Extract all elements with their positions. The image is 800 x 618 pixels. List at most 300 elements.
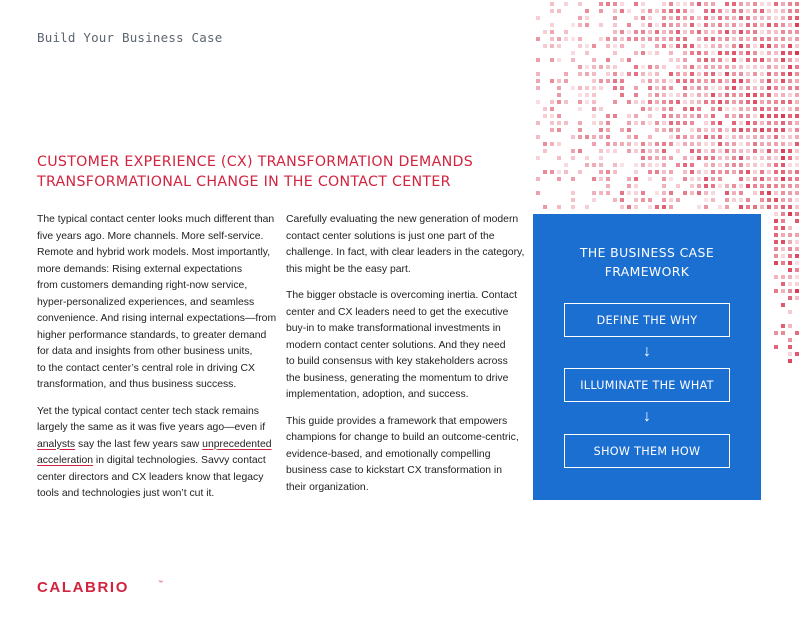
pattern-dot	[746, 58, 750, 62]
pattern-dot	[627, 121, 631, 125]
pattern-dot	[781, 184, 785, 188]
pattern-dot	[697, 107, 701, 111]
text-line: Yet the typical contact center tech stack remains	[37, 405, 259, 417]
pattern-dot	[669, 128, 673, 132]
pattern-dot	[648, 107, 652, 111]
pattern-dot	[753, 184, 757, 188]
pattern-dot	[788, 135, 792, 139]
pattern-dot	[753, 58, 757, 62]
pattern-dot	[634, 163, 638, 167]
pattern-dot	[613, 86, 617, 90]
pattern-dot	[599, 177, 603, 181]
pattern-dot	[641, 107, 645, 111]
text-line: convenience. And rising internal expectations—from	[37, 313, 277, 324]
pattern-dot	[739, 100, 743, 104]
pattern-dot	[711, 198, 715, 202]
text-line: tools and technologies just won’t cut it.	[37, 488, 215, 499]
pattern-dot	[795, 254, 799, 258]
pattern-dot	[739, 86, 743, 90]
pattern-dot	[767, 65, 771, 69]
pattern-dot	[704, 121, 708, 125]
pattern-dot	[606, 128, 610, 132]
pattern-dot	[578, 170, 582, 174]
pattern-dot	[536, 177, 540, 181]
pattern-dot	[613, 37, 617, 41]
text-line	[37, 453, 273, 470]
pattern-dot	[620, 86, 624, 90]
text-line: implementation, adoption, and success.	[286, 389, 469, 400]
pattern-dot	[676, 100, 680, 104]
pattern-dot	[774, 9, 778, 13]
pattern-dot	[774, 65, 778, 69]
pattern-dot	[774, 135, 778, 139]
pattern-dot	[788, 93, 792, 97]
pattern-dot	[788, 205, 792, 209]
pattern-dot	[613, 65, 617, 69]
pattern-dot	[788, 72, 792, 76]
pattern-dot	[599, 128, 603, 132]
pattern-dot	[662, 23, 666, 27]
pattern-dot	[697, 93, 701, 97]
pattern-dot	[711, 44, 715, 48]
pattern-dot	[557, 156, 561, 160]
pattern-dot	[781, 282, 785, 286]
pattern-dot	[578, 37, 582, 41]
business-case-framework-panel	[533, 214, 761, 500]
pattern-dot	[788, 79, 792, 83]
pattern-dot	[634, 51, 638, 55]
pattern-dot	[655, 65, 659, 69]
pattern-dot	[585, 44, 589, 48]
pattern-dot	[732, 72, 736, 76]
pattern-dot	[683, 93, 687, 97]
pattern-dot	[732, 100, 736, 104]
pattern-dot	[571, 198, 575, 202]
pattern-dot	[760, 37, 764, 41]
pattern-dot	[648, 149, 652, 153]
pattern-dot	[613, 163, 617, 167]
pattern-dot	[620, 191, 624, 195]
pattern-dot	[557, 100, 561, 104]
pattern-dot	[592, 44, 596, 48]
pattern-dot	[536, 100, 540, 104]
pattern-dot	[690, 2, 694, 6]
pattern-dot	[718, 163, 722, 167]
pattern-dot	[774, 254, 778, 258]
pattern-dot	[774, 212, 778, 216]
pattern-dot	[655, 30, 659, 34]
pattern-dot	[767, 30, 771, 34]
pattern-dot	[627, 9, 631, 13]
pattern-dot	[606, 121, 610, 125]
pattern-dot	[774, 72, 778, 76]
pattern-dot	[795, 177, 799, 181]
pattern-dot	[690, 9, 694, 13]
pattern-dot	[753, 128, 757, 132]
pattern-dot	[571, 205, 575, 209]
pattern-dot	[739, 142, 743, 146]
pattern-dot	[795, 128, 799, 132]
pattern-dot	[620, 44, 624, 48]
pattern-dot	[690, 30, 694, 34]
pattern-dot	[620, 205, 624, 209]
pattern-dot	[781, 44, 785, 48]
pattern-dot	[557, 86, 561, 90]
pattern-dot	[788, 128, 792, 132]
pattern-dot	[648, 163, 652, 167]
unprecedented-acceleration-link[interactable]: unprecedented	[202, 438, 272, 450]
pattern-dot	[704, 170, 708, 174]
pattern-dot	[753, 30, 757, 34]
pattern-dot	[683, 107, 687, 111]
pattern-dot	[725, 205, 729, 209]
pattern-dot	[683, 100, 687, 104]
pattern-dot	[634, 16, 638, 20]
pattern-dot	[711, 170, 715, 174]
pattern-dot	[767, 177, 771, 181]
pattern-dot	[788, 296, 792, 300]
pattern-dot	[718, 121, 722, 125]
pattern-dot	[725, 163, 729, 167]
pattern-dot	[620, 9, 624, 13]
pattern-dot	[585, 135, 589, 139]
pattern-dot	[536, 72, 540, 76]
pattern-dot	[788, 233, 792, 237]
pattern-dot	[641, 16, 645, 20]
pattern-dot	[697, 51, 701, 55]
pattern-dot	[781, 191, 785, 195]
pattern-dot	[578, 16, 582, 20]
pattern-dot	[550, 121, 554, 125]
pattern-dot	[543, 44, 547, 48]
analysts-link[interactable]: analysts	[37, 438, 76, 450]
pattern-dot	[606, 135, 610, 139]
text-line: their organization.	[286, 481, 369, 493]
pattern-dot	[592, 100, 596, 104]
pattern-dot	[613, 51, 617, 55]
pattern-dot	[760, 51, 764, 55]
text-fragment: say the last few years saw	[75, 438, 203, 450]
pattern-dot	[788, 191, 792, 195]
pattern-dot	[641, 30, 645, 34]
pattern-dot	[711, 191, 715, 195]
pattern-dot	[788, 16, 792, 20]
pattern-dot	[550, 2, 554, 6]
pattern-dot	[746, 23, 750, 27]
pattern-dot	[788, 268, 792, 272]
pattern-dot	[753, 72, 757, 76]
pattern-dot	[683, 191, 687, 195]
pattern-dot	[732, 170, 736, 174]
pattern-dot	[599, 135, 603, 139]
pattern-dot	[613, 100, 617, 104]
pattern-dot	[760, 93, 764, 97]
pattern-dot	[648, 51, 652, 55]
left-paragraph-2	[37, 404, 273, 503]
pattern-dot	[746, 135, 750, 139]
pattern-dot	[767, 128, 771, 132]
pattern-dot	[627, 37, 631, 41]
pattern-dot	[711, 9, 715, 13]
pattern-dot	[732, 93, 736, 97]
acceleration-link[interactable]: acceleration	[37, 455, 94, 466]
pattern-dot	[662, 156, 666, 160]
pattern-dot	[753, 2, 757, 6]
text-line: Remote and hybrid work models. Most importantly,	[37, 247, 271, 258]
pattern-dot	[683, 86, 687, 90]
pattern-dot	[788, 275, 792, 279]
pattern-dot	[718, 79, 722, 83]
pattern-dot	[592, 79, 596, 83]
pattern-dot	[711, 37, 715, 41]
pattern-dot	[690, 44, 694, 48]
headline-line-2: TRANSFORMATIONAL CHANGE IN THE CONTACT CENTER	[37, 174, 451, 190]
pattern-dot	[634, 191, 638, 195]
pattern-dot	[788, 2, 792, 6]
pattern-dot	[774, 156, 778, 160]
pattern-dot	[718, 100, 722, 104]
pattern-dot	[767, 9, 771, 13]
pattern-dot	[690, 156, 694, 160]
pattern-dot	[788, 198, 792, 202]
pattern-dot	[655, 37, 659, 41]
pattern-dot	[641, 72, 645, 76]
pattern-dot	[585, 100, 589, 104]
pattern-dot	[718, 9, 722, 13]
pattern-dot	[585, 156, 589, 160]
pattern-dot	[662, 9, 666, 13]
pattern-dot	[767, 23, 771, 27]
pattern-dot	[690, 79, 694, 83]
pattern-dot	[704, 100, 708, 104]
pattern-dot	[725, 44, 729, 48]
pattern-dot	[634, 30, 638, 34]
pattern-dot	[781, 212, 785, 216]
pattern-dot	[795, 121, 799, 125]
pattern-dot	[648, 198, 652, 202]
pattern-dot	[571, 37, 575, 41]
pattern-dot	[760, 100, 764, 104]
pattern-dot	[767, 114, 771, 118]
pattern-dot	[536, 86, 540, 90]
pattern-dot	[613, 114, 617, 118]
pattern-dot	[732, 107, 736, 111]
pattern-dot	[760, 191, 764, 195]
pattern-dot	[690, 86, 694, 90]
pattern-dot	[697, 86, 701, 90]
pattern-dot	[746, 114, 750, 118]
pattern-dot	[606, 114, 610, 118]
pattern-dot	[704, 114, 708, 118]
pattern-dot	[690, 100, 694, 104]
pattern-dot	[767, 58, 771, 62]
pattern-dot	[781, 142, 785, 146]
pattern-dot	[662, 16, 666, 20]
pattern-dot	[718, 184, 722, 188]
calabrio-logo	[37, 578, 167, 596]
pattern-dot	[634, 121, 638, 125]
pattern-dot	[690, 93, 694, 97]
pattern-dot	[641, 79, 645, 83]
pattern-dot	[564, 121, 568, 125]
pattern-dot	[669, 177, 673, 181]
pattern-dot	[781, 247, 785, 251]
pattern-dot	[585, 9, 589, 13]
pattern-dot	[669, 170, 673, 174]
pattern-dot	[795, 296, 799, 300]
text-line: more demands: Rising external expectations	[37, 263, 243, 275]
pattern-dot	[564, 30, 568, 34]
pattern-dot	[627, 128, 631, 132]
text-line: center directors and CX leaders know that legacy	[37, 471, 264, 483]
pattern-dot	[620, 2, 624, 6]
pattern-dot	[697, 114, 701, 118]
pattern-dot	[704, 198, 708, 202]
pattern-dot	[557, 37, 561, 41]
pattern-dot	[599, 23, 603, 27]
pattern-dot	[711, 163, 715, 167]
pattern-dot	[739, 2, 743, 6]
pattern-dot	[753, 142, 757, 146]
pattern-dot	[781, 58, 785, 62]
pattern-dot	[781, 128, 785, 132]
pattern-dot	[676, 198, 680, 202]
pattern-dot	[641, 100, 645, 104]
pattern-dot	[704, 135, 708, 139]
middle-paragraph-2	[286, 288, 518, 404]
pattern-dot	[725, 86, 729, 90]
pattern-dot	[641, 191, 645, 195]
pattern-dot	[746, 37, 750, 41]
pattern-dot	[788, 9, 792, 13]
pattern-dot	[662, 184, 666, 188]
pattern-dot	[767, 149, 771, 153]
pattern-dot	[760, 44, 764, 48]
pattern-dot	[788, 212, 792, 216]
pattern-dot	[739, 170, 743, 174]
pattern-dot	[571, 135, 575, 139]
pattern-dot	[774, 107, 778, 111]
pattern-dot	[718, 16, 722, 20]
pattern-dot	[746, 198, 750, 202]
pattern-dot	[795, 149, 799, 153]
pattern-dot	[662, 163, 666, 167]
pattern-dot	[606, 142, 610, 146]
pattern-dot	[746, 86, 750, 90]
text-line: to build consensus with key stakeholders across	[286, 356, 508, 367]
pattern-dot	[739, 37, 743, 41]
pattern-dot	[795, 156, 799, 160]
pattern-dot	[732, 86, 736, 90]
pattern-dot	[711, 2, 715, 6]
pattern-dot	[718, 65, 722, 69]
pattern-dot	[788, 107, 792, 111]
pattern-dot	[795, 261, 799, 265]
pattern-dot	[550, 114, 554, 118]
pattern-dot	[550, 79, 554, 83]
text-line: center and CX leaders need to get the executive	[286, 306, 509, 318]
pattern-dot	[788, 86, 792, 90]
pattern-dot	[676, 121, 680, 125]
pattern-dot	[578, 107, 582, 111]
pattern-dot	[648, 86, 652, 90]
pattern-dot	[781, 30, 785, 34]
pattern-dot	[788, 142, 792, 146]
pattern-dot	[725, 142, 729, 146]
pattern-dot	[655, 128, 659, 132]
pattern-dot	[795, 352, 799, 356]
pattern-dot	[781, 170, 785, 174]
pattern-dot	[662, 205, 666, 209]
pattern-dot	[676, 142, 680, 146]
pattern-dot	[634, 72, 638, 76]
pattern-dot	[774, 289, 778, 293]
pattern-dot	[669, 198, 673, 202]
pattern-dot	[592, 135, 596, 139]
pattern-dot	[725, 93, 729, 97]
pattern-dot	[711, 121, 715, 125]
pattern-dot	[711, 177, 715, 181]
pattern-dot	[620, 142, 624, 146]
pattern-dot	[620, 37, 624, 41]
pattern-dot	[585, 205, 589, 209]
pattern-dot	[753, 44, 757, 48]
pattern-dot	[746, 177, 750, 181]
pattern-dot	[767, 44, 771, 48]
pattern-dot	[711, 65, 715, 69]
pattern-dot	[781, 156, 785, 160]
text-line: to the contact center’s central role in driving CX	[37, 362, 255, 374]
pattern-dot	[676, 93, 680, 97]
pattern-dot	[578, 72, 582, 76]
text-line: higher performance standards, to greater demand	[37, 329, 267, 341]
pattern-dot	[627, 114, 631, 118]
pattern-dot	[613, 44, 617, 48]
pattern-dot	[683, 79, 687, 83]
pattern-dot	[795, 2, 799, 6]
pattern-dot	[760, 184, 764, 188]
pattern-dot	[739, 163, 743, 167]
pattern-dot	[662, 37, 666, 41]
pattern-dot	[795, 100, 799, 104]
pattern-dot	[697, 79, 701, 83]
pattern-dot	[739, 121, 743, 125]
pattern-dot	[753, 16, 757, 20]
pattern-dot	[711, 16, 715, 20]
pattern-dot	[641, 37, 645, 41]
pattern-dot	[711, 142, 715, 146]
pattern-dot	[690, 121, 694, 125]
pattern-dot	[641, 198, 645, 202]
pattern-dot	[774, 170, 778, 174]
pattern-dot	[655, 163, 659, 167]
pattern-dot	[718, 205, 722, 209]
pattern-dot	[578, 135, 582, 139]
headline-line-1: CUSTOMER EXPERIENCE (CX) TRANSFORMATION DEMANDS	[37, 154, 474, 170]
pattern-dot	[578, 86, 582, 90]
pattern-dot	[725, 23, 729, 27]
pattern-dot	[781, 163, 785, 167]
pattern-dot	[753, 23, 757, 27]
pattern-dot	[697, 30, 701, 34]
pattern-dot	[732, 135, 736, 139]
pattern-dot	[641, 163, 645, 167]
pattern-dot	[606, 191, 610, 195]
pattern-dot	[648, 93, 652, 97]
pattern-dot	[683, 58, 687, 62]
section-header-label: Build Your Business Case	[37, 30, 223, 45]
pattern-dot	[795, 268, 799, 272]
